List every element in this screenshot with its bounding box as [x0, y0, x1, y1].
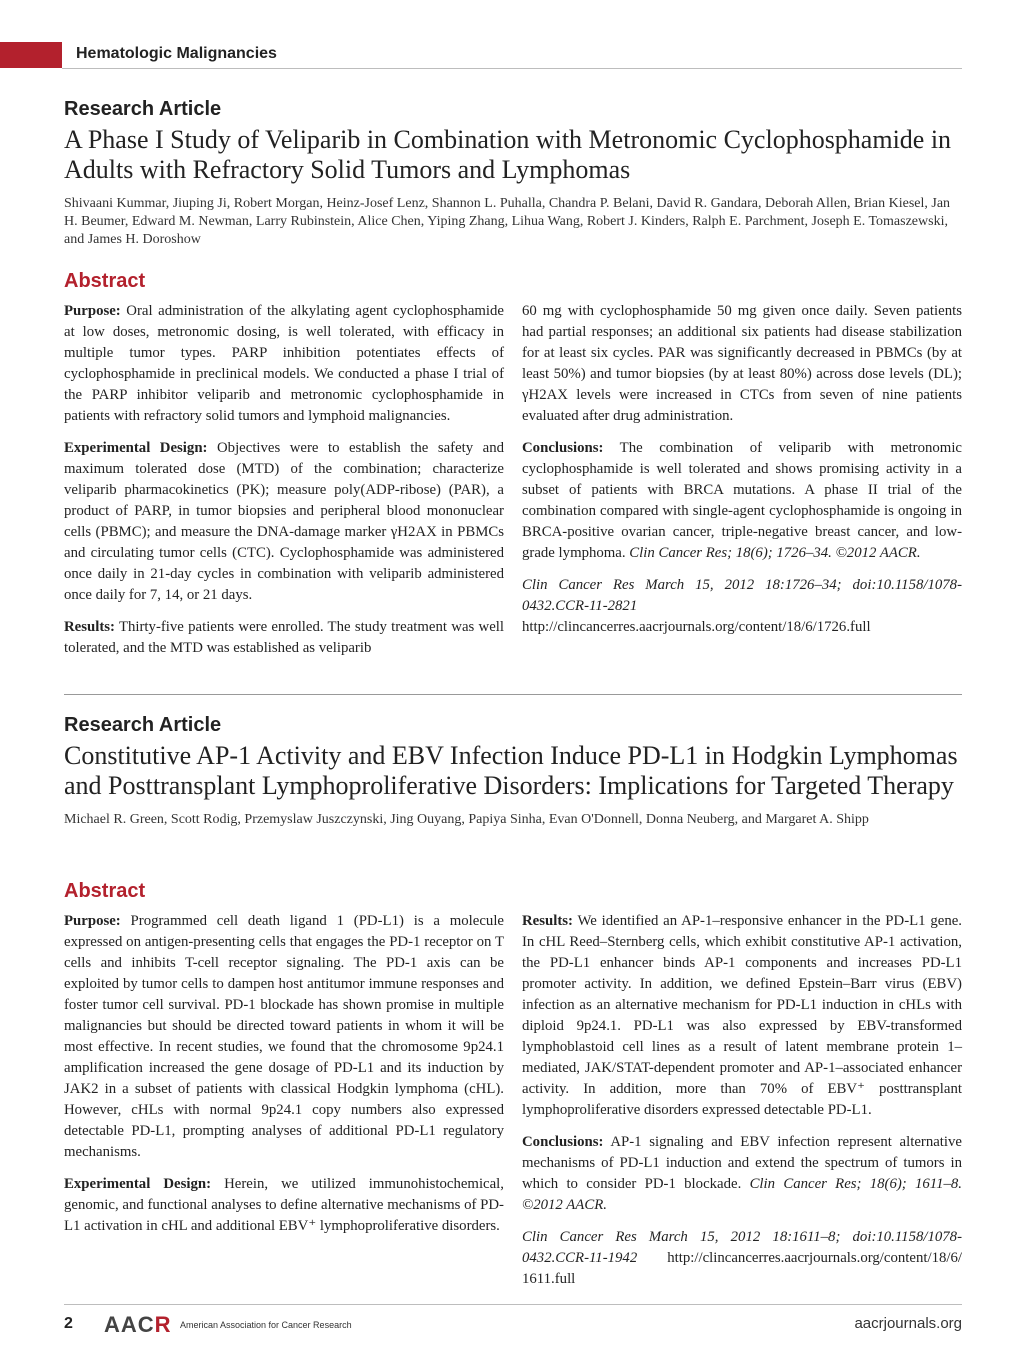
abstract-results: Results: We identified an AP-1–responsive enhancer in the PD-L1 gene. In cHL Reed–Sternberg cells, which exhibit constitutive AP-1 activation, the PD-L1 enhancer binds AP-1 components and increases PD-L1 promoter activity. In addition, we defined Epstein–Barr virus (EBV) infection as an alternative mechanism for PD-L1 induction in cHLs with diploid 9p24.1. PD-L1 was also expressed by EBV-transformed lymphoblastoid cell lines as a result of latent membrane protein 1–mediated, JAK/STAT-dependent promoter and AP-1–associated enhancer activity. In addition, more than 70% of EBV⁺ posttransplant lymphoproliferative disorders expressed detectable PD-L1. — [522, 913, 962, 1118]
abstract-conclusions: Conclusions: AP-1 signaling and EBV infection represent alternative mechanisms of PD-L1 induction and extend the spectrum of tumors in which to consider PD-1 blockade. Clin Cancer Res; 18(6); 1611–8. ©2012 AACR. — [522, 1134, 962, 1213]
abstract-purpose: Purpose: Programmed cell death ligand 1 (PD-L1) is a molecule expressed on antigen-presenting cells that engages the PD-1 receptor on T cells and inhibits T-cell receptor signaling. The PD-1 axis can be exploited by tumor cells to dampen host antitumor immune responses and foster tumor cell survival. PD-1 blockade has shown promise in multiple malignancies but should be directed toward patients in whom it will be most effective. In recent studies, we found that the chromosome 9p24.1 amplification increased the gene dosage of PD-L1 and its induction by JAK2 in a subset of patients with classical Hodgkin lymphoma (cHL). However, cHLs with normal 9p24.1 copy numbers also expressed detectable PD-L1, prompting analyses of additional PD-L1 regulatory mechanisms. — [64, 913, 504, 1160]
header-divider — [62, 68, 962, 69]
article-divider — [64, 694, 962, 695]
abstract-column-right — [522, 911, 962, 1301]
abstract-results: Results: Thirty-five patients were enrolled. The study treatment was well tolerated, and the MTD was established as veliparib — [64, 619, 504, 656]
article-2-abstract — [64, 880, 962, 1301]
abstract-design: Experimental Design: Objectives were to establish the safety and maximum tolerated dose (MTD) of the combination; characterize veliparib pharmacokinetics (PK); measure poly(ADP-ribose) (PAR), a product of PARP, in tumor biopsies and peripheral blood mononuclear cells (PBMC); and measure the DNA-damage marker γH2AX in PBMCs and circulating tumor cells (CTC). Cyclophosphamide was administered once daily in 21-day cycles in combination with veliparib administered once daily for 7, 14, or 21 days. — [64, 440, 505, 603]
abstract-column-right — [522, 301, 962, 670]
abstract-heading: Abstract — [64, 880, 146, 902]
article-authors: Shivaani Kummar, Jiuping Ji, Robert Morgan, Heinz-Josef Lenz, Shannon L. Puhalla, Chandra P. Belani, David R. Gandara, Deborah Allen, Brian Kiesel, Jan H. Beumer, Edward M. Newman, Larry Rubinstein, Alice Chen, Yiping Zhang, Lihua Wang, Robert J. Kinders, Ralph E. Parchment, Joseph E. Tomaszewski, and James H. Doroshow — [64, 196, 951, 247]
abstract-conclusions: Conclusions: The combination of veliparib with metronomic cyclophosphamide is well tolerated and shows promising activity in a subset of patients with BRCA mutations. A phase II trial of the combination compared with single-agent cyclophosphamide is ongoing in BRCA-positive ovarian cancer, triple-negative breast cancer, and low-grade lymphoma. Clin Cancer Res; 18(6); 1726–34. ©2012 AACR. — [522, 440, 962, 561]
article-1-abstract — [64, 270, 962, 670]
article-title: A Phase I Study of Veliparib in Combination with Metronomic Cyclophosphamide in Adults with Refractory Solid Tumors and Lymphomas — [64, 125, 952, 184]
footer-divider — [64, 1304, 962, 1305]
footer-site[interactable]: aacrjournals.org — [854, 1315, 962, 1332]
organization-name: American Association for Cancer Research — [180, 1320, 352, 1330]
page-number: 2 — [64, 1315, 73, 1332]
aacr-logo: AACR — [104, 1312, 172, 1337]
section-color-bar — [0, 42, 62, 68]
article-url[interactable]: http://clincancerres.aacrjournals.org/content/18/6/1726.full — [522, 619, 871, 635]
article-authors: Michael R. Green, Scott Rodig, Przemyslaw Juszczynski, Jing Ouyang, Papiya Sinha, Evan O'Donnell, Donna Neuberg, and Margaret A. Shipp — [64, 812, 869, 827]
abstract-column-left — [64, 301, 504, 670]
article-1 — [64, 98, 962, 249]
article-type-label: Research Article — [64, 98, 222, 120]
article-2 — [64, 714, 962, 829]
article-reference: Clin Cancer Res March 15, 2012 18:1611–8; doi:10.1158/1078-0432.CCR-11-1942 http://clincancerres.aacrjournals.org/content/18/6/ 1611.full — [522, 1229, 962, 1287]
section-title: Hematologic Malignancies — [76, 45, 277, 62]
article-url[interactable]: http://clincancerres.aacrjournals.org/content/18/6/ 1611.full — [522, 1250, 962, 1287]
abstract-column-left — [64, 911, 504, 1301]
abstract-purpose: Purpose: Oral administration of the alkylating agent cyclophosphamide at low doses, metronomic dosing, is well tolerated, with efficacy in multiple tumor types. PARP inhibition potentiates effects of cyclophosphamide in preclinical models. We conducted a phase I trial of the PARP inhibitor veliparib and metronomic cyclophosphamide in patients with refractory solid tumors and lymphoid malignancies. — [64, 303, 504, 424]
article-type-label: Research Article — [64, 714, 222, 736]
article-reference: Clin Cancer Res March 15, 2012 18:1726–34; doi:10.1158/1078-0432.CCR-11-2821 http://clincancerres.aacrjournals.org/content/18/6/1726.full — [522, 577, 962, 635]
abstract-design: Experimental Design: Herein, we utilized immunohistochemical, genomic, and functional analyses to define alternative mechanisms of PD-L1 activation in cHL and additional EBV⁺ lymphoproliferative disorders. — [64, 1176, 504, 1234]
abstract-results-continued: 60 mg with cyclophosphamide 50 mg given once daily. Seven patients had partial responses; an additional six patients had disease stabilization for at least six cycles. PAR was significantly decreased in PBMCs (by at least 50%) and tumor biopsies (by at least 80%) across dose levels (DL); γH2AX levels were increased in CTCs from seven of nine patients evaluated after drug administration. — [522, 303, 962, 424]
abstract-heading: Abstract — [64, 270, 146, 292]
article-title: Constitutive AP-1 Activity and EBV Infection Induce PD-L1 in Hodgkin Lymphomas and Posttransplant Lymphoproliferative Disorders: Implications for Targeted Therapy — [64, 741, 958, 800]
